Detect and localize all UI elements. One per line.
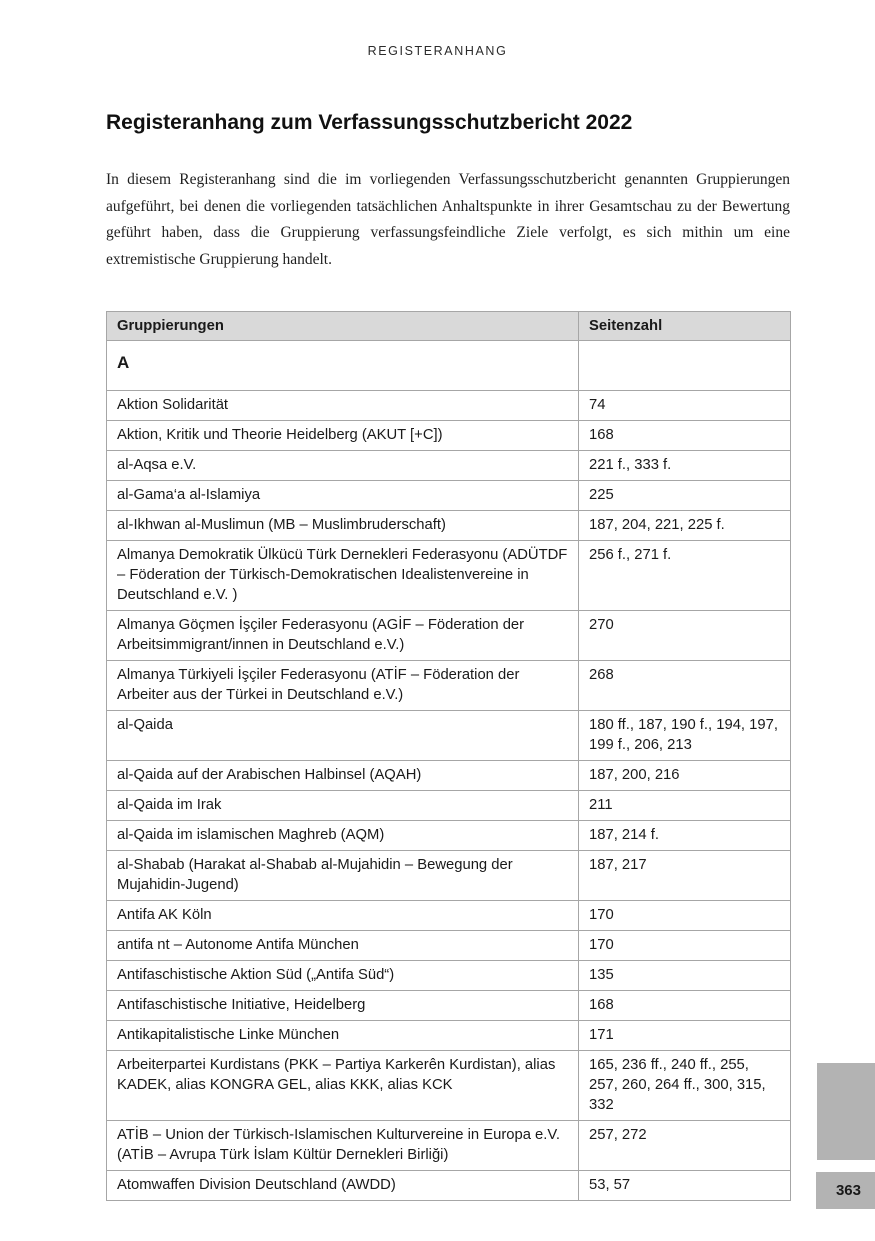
group-name-cell: Antikapitalistische Linke München bbox=[107, 1021, 579, 1051]
table-row bbox=[107, 821, 791, 851]
group-name-cell: Antifaschistische Initiative, Heidelberg bbox=[107, 991, 579, 1021]
group-name-cell: al-Shabab (Harakat al-Shabab al-Mujahidin – Bewegung der Mujahidin-Jugend) bbox=[107, 851, 579, 901]
page-ref-cell: 168 bbox=[579, 991, 791, 1021]
page-number-box bbox=[816, 1172, 875, 1209]
chapter-tab-marker bbox=[817, 1063, 875, 1160]
column-header-seitenzahl: Seitenzahl bbox=[579, 312, 791, 341]
page-ref-cell: 257, 272 bbox=[579, 1121, 791, 1171]
page-ref-cell: 74 bbox=[579, 391, 791, 421]
table-row bbox=[107, 711, 791, 761]
page-ref-cell: 135 bbox=[579, 961, 791, 991]
page-ref-cell: 221 f., 333 f. bbox=[579, 451, 791, 481]
table-row bbox=[107, 1121, 791, 1171]
page-ref-cell: 53, 57 bbox=[579, 1171, 791, 1201]
section-letter: A bbox=[107, 341, 579, 391]
table-row bbox=[107, 1051, 791, 1121]
page-ref-cell: 168 bbox=[579, 421, 791, 451]
group-name-cell: Aktion, Kritik und Theorie Heidelberg (AKUT [+C]) bbox=[107, 421, 579, 451]
group-name-cell: Aktion Solidarität bbox=[107, 391, 579, 421]
table-row bbox=[107, 931, 791, 961]
group-name-cell: Almanya Demokratik Ülkücü Türk Dernekleri Federasyonu (ADÜTDF – Föderation der Türkisch-Demokratischen Idealistenvereine in Deutschland e.V. ) bbox=[107, 541, 579, 611]
running-header: REGISTERANHANG bbox=[367, 44, 508, 58]
table-row bbox=[107, 961, 791, 991]
group-name-cell: al-Aqsa e.V. bbox=[107, 451, 579, 481]
table-row bbox=[107, 451, 791, 481]
group-name-cell: al-Qaida im islamischen Maghreb (AQM) bbox=[107, 821, 579, 851]
table-row bbox=[107, 761, 791, 791]
table-row bbox=[107, 851, 791, 901]
group-name-cell: Almanya Türkiyeli İşçiler Federasyonu (ATİF – Föderation der Arbeiter aus der Türkei in Deutschland e.V.) bbox=[107, 661, 579, 711]
page-ref-cell: 187, 217 bbox=[579, 851, 791, 901]
table-row bbox=[107, 1171, 791, 1201]
section-letter-empty-cell bbox=[579, 341, 791, 391]
page-ref-cell: 180 ff., 187, 190 f., 194, 197, 199 f., 206, 213 bbox=[579, 711, 791, 761]
table-row bbox=[107, 1021, 791, 1051]
group-name-cell: Almanya Göçmen İşçiler Federasyonu (AGİF – Föderation der Arbeitsimmigrant/innen in Deutschland e.V.) bbox=[107, 611, 579, 661]
group-name-cell: antifa nt – Autonome Antifa München bbox=[107, 931, 579, 961]
group-name-cell: ATİB – Union der Türkisch-Islamischen Kulturvereine in Europa e.V. (ATİB – Avrupa Türk İslam Kültür Dernekleri Birliği) bbox=[107, 1121, 579, 1171]
group-name-cell: Atomwaffen Division Deutschland (AWDD) bbox=[107, 1171, 579, 1201]
register-table bbox=[106, 311, 791, 1201]
page-ref-cell: 165, 236 ff., 240 ff., 255, 257, 260, 264 ff., 300, 315, 332 bbox=[579, 1051, 791, 1121]
page-title: Registeranhang zum Verfassungsschutzbericht 2022 bbox=[106, 111, 633, 134]
page-ref-cell: 170 bbox=[579, 931, 791, 961]
group-name-cell: Antifa AK Köln bbox=[107, 901, 579, 931]
page-ref-cell: 225 bbox=[579, 481, 791, 511]
page-ref-cell: 256 f., 271 f. bbox=[579, 541, 791, 611]
section-letter-row bbox=[107, 341, 791, 391]
table-row bbox=[107, 421, 791, 451]
page-number: 363 bbox=[835, 1182, 861, 1199]
register-table-container bbox=[106, 311, 790, 1201]
page-ref-cell: 170 bbox=[579, 901, 791, 931]
group-name-cell: al-Qaida auf der Arabischen Halbinsel (AQAH) bbox=[107, 761, 579, 791]
group-name-cell: Arbeiterpartei Kurdistans (PKK – Partiya Karkerên Kurdistan), alias KADEK, alias KONGRA GEL, alias KKK, alias KCK bbox=[107, 1051, 579, 1121]
group-name-cell: al-Qaida bbox=[107, 711, 579, 761]
page-ref-cell: 187, 204, 221, 225 f. bbox=[579, 511, 791, 541]
group-name-cell: al-Ikhwan al-Muslimun (MB – Muslimbruderschaft) bbox=[107, 511, 579, 541]
table-row bbox=[107, 511, 791, 541]
table-row bbox=[107, 791, 791, 821]
table-row bbox=[107, 901, 791, 931]
table-row bbox=[107, 661, 791, 711]
page-ref-cell: 171 bbox=[579, 1021, 791, 1051]
column-header-gruppierungen: Gruppierungen bbox=[107, 312, 579, 341]
page-ref-cell: 187, 200, 216 bbox=[579, 761, 791, 791]
table-row bbox=[107, 991, 791, 1021]
page-ref-cell: 270 bbox=[579, 611, 791, 661]
page-ref-cell: 268 bbox=[579, 661, 791, 711]
page-ref-cell: 211 bbox=[579, 791, 791, 821]
table-row bbox=[107, 481, 791, 511]
intro-paragraph: In diesem Registeranhang sind die im vorliegenden Verfassungsschutzbericht genannten Gruppierungen aufgeführt, bei denen die vorliegenden tatsächlichen Anhaltspunkte in ihrer Gesamtschau zu der Bewertung geführt haben, dass die Gruppierung verfassungsfeindliche Ziele verfolgt, es sich mithin um eine extremistische Gruppierung handelt. bbox=[106, 171, 790, 268]
group-name-cell: Antifaschistische Aktion Süd („Antifa Süd“) bbox=[107, 961, 579, 991]
table-row bbox=[107, 611, 791, 661]
page-ref-cell: 187, 214 f. bbox=[579, 821, 791, 851]
table-row bbox=[107, 541, 791, 611]
group-name-cell: al-Gama‘a al-Islamiya bbox=[107, 481, 579, 511]
table-header-row bbox=[107, 312, 791, 341]
table-row bbox=[107, 391, 791, 421]
group-name-cell: al-Qaida im Irak bbox=[107, 791, 579, 821]
